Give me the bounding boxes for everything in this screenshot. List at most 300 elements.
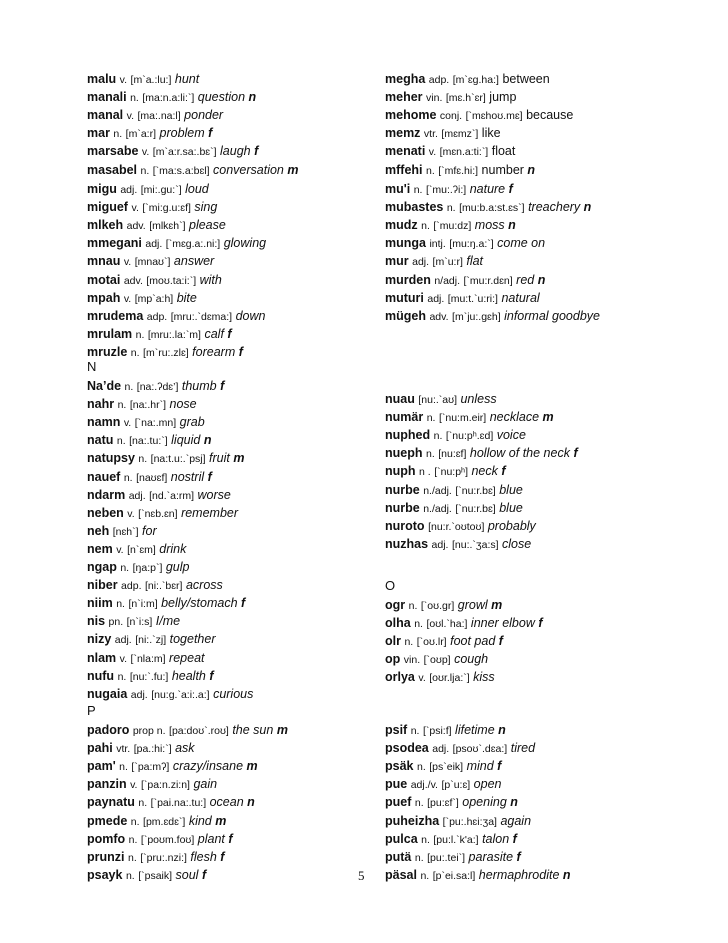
gloss: fruit: [209, 451, 230, 466]
headword: memz: [385, 126, 421, 141]
gloss: growl: [457, 598, 488, 612]
pronunciation: [mɛ.h`ɛr]: [445, 92, 486, 105]
dictionary-entry: [87, 830, 233, 849]
part-of-speech: n/adj.: [434, 274, 461, 287]
dictionary-entry: [87, 612, 180, 631]
dictionary-entry: [87, 142, 258, 161]
headword: mügeh: [385, 308, 426, 323]
pronunciation: [mi:.gu:`]: [140, 184, 182, 196]
headword: pue: [385, 777, 408, 792]
gloss: remember: [181, 505, 239, 520]
headword: nueph: [385, 446, 423, 461]
part-of-speech: n.: [117, 399, 127, 412]
gloss: come on: [497, 236, 546, 251]
gloss: conversation: [213, 162, 284, 177]
headword: putä: [385, 849, 412, 864]
pronunciation: [`pu:.hɛi:ʒa]: [442, 815, 497, 828]
gloss: down: [235, 308, 266, 323]
dictionary-entry: [385, 161, 535, 180]
headword: murden: [385, 272, 431, 287]
pronunciation: [mɛn.a:ti:`]: [439, 146, 489, 159]
headword: meher: [385, 90, 423, 105]
dictionary-entry: [87, 468, 212, 487]
gloss: thumb: [181, 379, 217, 393]
headword: malu: [87, 72, 117, 86]
gender-marker: f: [501, 464, 506, 479]
part-of-speech: v.: [119, 652, 128, 665]
headword: mrudema: [87, 308, 144, 323]
pronunciation: [m`ju:.gɛh]: [452, 310, 501, 323]
headword: ogr: [385, 598, 406, 612]
headword: pmede: [87, 813, 128, 828]
gender-marker: m: [287, 162, 299, 177]
pronunciation: [`mu:dz]: [433, 220, 472, 233]
gloss: necklace: [489, 410, 540, 425]
part-of-speech: n.: [130, 346, 140, 359]
part-of-speech: n.: [425, 448, 435, 461]
gloss: soul: [175, 867, 199, 882]
section-letter: P: [87, 703, 96, 718]
part-of-speech: n.: [130, 92, 139, 105]
part-of-speech: n.: [414, 851, 424, 864]
dictionary-entry: [87, 70, 199, 89]
part-of-speech: adj.: [128, 489, 146, 502]
dictionary-entry: [87, 395, 197, 414]
headword: nurbe: [385, 482, 420, 497]
headword: menati: [385, 144, 426, 159]
dictionary-entry: [385, 848, 521, 867]
part-of-speech: n.: [425, 164, 435, 177]
gloss: repeat: [169, 650, 205, 665]
gloss: close: [502, 536, 532, 551]
part-of-speech: adv.: [123, 274, 143, 287]
part-of-speech: n.: [404, 636, 414, 649]
dictionary-entry: [87, 271, 222, 290]
dictionary-entry: [87, 343, 243, 362]
dictionary-entry: [87, 721, 288, 740]
headword: puheizha: [385, 813, 440, 828]
gender-marker: f: [254, 144, 259, 159]
dictionary-entry: [87, 449, 244, 468]
part-of-speech: n.: [421, 220, 430, 233]
dictionary-entry: [385, 793, 518, 812]
gender-marker: m: [542, 410, 554, 425]
gender-marker: f: [207, 469, 212, 484]
gender-marker: f: [208, 126, 213, 141]
pronunciation: [ma:n.a:li:`]: [142, 92, 195, 105]
part-of-speech: n.: [410, 725, 420, 737]
gender-marker: n: [537, 272, 546, 287]
pronunciation: [pu:.tei`]: [427, 851, 466, 864]
gender-marker: f: [508, 182, 513, 196]
pronunciation: [`poʊm.foʊ]: [140, 833, 195, 846]
headword: pulca: [385, 831, 418, 846]
gender-marker: m: [233, 451, 245, 466]
headword: paynatu: [87, 795, 135, 810]
part-of-speech: n .: [419, 466, 431, 479]
part-of-speech: adp.: [428, 74, 450, 86]
gloss: number: [481, 162, 524, 177]
part-of-speech: n.: [117, 670, 127, 683]
pronunciation: [`oʊ.gr]: [420, 600, 455, 612]
dictionary-entry: [87, 124, 212, 143]
pronunciation: [`psaik]: [138, 869, 173, 882]
pronunciation: [m`u:r]: [432, 256, 463, 269]
pronunciation: [ma:.na:l]: [137, 110, 181, 123]
headword: masabel: [87, 162, 138, 177]
dictionary-entry: [385, 252, 483, 271]
headword: numär: [385, 410, 424, 425]
gloss: treachery: [528, 200, 581, 215]
dictionary-entry: [87, 576, 223, 595]
part-of-speech: v.: [123, 256, 132, 269]
dictionary-entry: [87, 757, 258, 776]
part-of-speech: adj.: [120, 184, 138, 196]
gloss: plant: [197, 831, 225, 846]
headword: mar: [87, 126, 110, 141]
dictionary-entry: [385, 721, 506, 740]
headword: nlam: [87, 650, 117, 665]
gloss: together: [169, 632, 216, 647]
gloss: curious: [213, 686, 254, 701]
gloss: open: [473, 777, 502, 792]
pronunciation: [`mu:r.dɛn]: [463, 274, 513, 287]
gloss: gain: [193, 777, 218, 792]
part-of-speech: n.: [413, 184, 423, 196]
gloss: crazy/insane: [172, 759, 244, 774]
part-of-speech: n.: [127, 851, 137, 864]
gloss: worse: [197, 487, 231, 502]
pronunciation: [oʊl.`ha:]: [426, 618, 468, 631]
dictionary-entry: [385, 216, 516, 235]
pronunciation: [`mfɛ.hi:]: [438, 164, 479, 177]
headword: nem: [87, 541, 113, 556]
headword: mu'i: [385, 182, 411, 196]
pronunciation: [`nɛb.ɛn]: [138, 507, 178, 520]
gloss: hunt: [174, 72, 200, 86]
dictionary-entry: [385, 180, 513, 199]
dictionary-entry: [87, 630, 216, 649]
headword: olr: [385, 634, 401, 649]
part-of-speech: n.: [138, 453, 148, 466]
pronunciation: [mp`a:h]: [134, 292, 174, 305]
gloss: laugh: [220, 144, 251, 159]
part-of-speech: conj.: [439, 110, 463, 123]
gloss: health: [171, 668, 206, 683]
pronunciation: [`nu:r.bɛ]: [455, 502, 496, 515]
gloss: ponder: [184, 108, 224, 123]
gender-marker: f: [227, 326, 232, 341]
headword: orlya: [385, 670, 415, 685]
gender-marker: m: [491, 598, 503, 612]
dictionary-entry: [385, 830, 517, 849]
gender-marker: f: [201, 867, 207, 882]
pronunciation: [nu:`.fu:]: [129, 670, 169, 683]
gender-marker: f: [238, 344, 243, 359]
part-of-speech: adj.: [427, 292, 445, 305]
pronunciation: [`oʊp]: [423, 654, 451, 667]
gender-marker: n: [562, 867, 571, 882]
headword: mruzle: [87, 344, 128, 359]
part-of-speech: n.: [135, 328, 145, 341]
pronunciation: [nu:ɛf]: [438, 448, 467, 461]
gender-marker: n: [247, 795, 255, 810]
gender-marker: f: [241, 596, 246, 611]
headword: op: [385, 652, 401, 667]
gender-marker: m: [246, 759, 258, 774]
dictionary-entry: [385, 106, 573, 125]
dictionary-entry: [385, 307, 600, 326]
gender-marker: n: [498, 723, 506, 737]
headword: päsal: [385, 867, 417, 882]
gloss: informal goodbye: [504, 308, 600, 323]
gender-marker: f: [220, 379, 225, 393]
gloss: mind: [466, 759, 494, 774]
gloss: please: [189, 218, 226, 233]
part-of-speech: n.: [446, 202, 456, 215]
part-of-speech: v.: [127, 507, 135, 520]
dictionary-entry: [87, 289, 197, 308]
headword: nufu: [87, 668, 115, 683]
part-of-speech: n.: [113, 128, 123, 141]
part-of-speech: n.: [123, 471, 133, 484]
headword: niber: [87, 578, 118, 593]
dictionary-entry: [87, 866, 206, 885]
part-of-speech: n.: [120, 562, 130, 574]
headword: nauef: [87, 469, 121, 484]
gloss: flesh: [190, 849, 217, 864]
pronunciation: [`pa:n.zi:n]: [140, 779, 190, 792]
gloss: ocean: [209, 795, 244, 810]
part-of-speech: prop n.: [132, 725, 166, 737]
pronunciation: [ps`eik]: [429, 761, 464, 774]
part-of-speech: v.: [141, 146, 150, 159]
gloss: again: [500, 813, 532, 828]
pronunciation: [pm.ɛdɛ`]: [143, 815, 186, 828]
gloss: across: [185, 578, 223, 593]
pronunciation: [n`ɛm]: [127, 543, 156, 556]
pronunciation: [mu:ŋ.a:`]: [449, 238, 494, 251]
gloss: nature: [469, 182, 506, 196]
headword: mrulam: [87, 326, 133, 341]
gloss: with: [199, 272, 222, 287]
pronunciation: [`nu:r.bɛ]: [455, 484, 496, 497]
part-of-speech: v.: [119, 74, 128, 86]
gender-marker: f: [220, 849, 225, 864]
gender-marker: f: [538, 616, 543, 631]
dictionary-entry: [385, 124, 501, 143]
gloss: jump: [489, 90, 517, 105]
headword: psayk: [87, 867, 123, 882]
gloss: glowing: [223, 236, 267, 251]
part-of-speech: v.: [123, 292, 132, 305]
gloss: kiss: [473, 670, 495, 685]
pronunciation: [m`a.:lu:]: [130, 74, 172, 86]
pronunciation: [pa.:hi:`]: [133, 743, 172, 756]
gloss: gulp: [165, 560, 190, 574]
pronunciation: [na:.tu:`]: [129, 435, 168, 448]
gloss: kind: [188, 813, 212, 828]
gloss: nostril: [170, 469, 205, 484]
headword: pam': [87, 759, 116, 774]
dictionary-entry: [87, 558, 190, 577]
dictionary-entry: [87, 522, 157, 541]
gloss: foot pad: [450, 634, 496, 649]
part-of-speech: adj.: [114, 634, 132, 647]
headword: megha: [385, 72, 426, 86]
part-of-speech: adp.: [121, 580, 142, 593]
gender-marker: n: [583, 200, 592, 215]
headword: nuphed: [385, 428, 431, 443]
part-of-speech: v.: [131, 202, 139, 215]
gloss: I/me: [155, 614, 181, 629]
dictionary-entry: [385, 596, 502, 615]
gender-marker: n: [510, 795, 518, 810]
gender-marker: m: [215, 813, 227, 828]
gloss: flat: [466, 254, 484, 269]
gloss: answer: [173, 254, 215, 269]
headword: mffehi: [385, 162, 423, 177]
dictionary-entry: [385, 614, 543, 633]
gender-marker: n: [248, 90, 257, 105]
gloss: belly/stomach: [161, 596, 238, 611]
gloss: between: [502, 72, 550, 86]
gloss: lifetime: [455, 723, 495, 737]
dictionary-entry: [87, 106, 223, 125]
dictionary-entry: [385, 775, 501, 794]
headword: marsabe: [87, 144, 139, 159]
gloss: float: [491, 144, 516, 159]
pronunciation: [m`ru:.zlɛ]: [143, 346, 189, 359]
headword: nuzhas: [385, 536, 429, 551]
gloss: hollow of the neck: [469, 446, 570, 461]
dictionary-entry: [87, 775, 217, 794]
part-of-speech: n.: [125, 869, 135, 882]
headword: padoro: [87, 723, 130, 737]
pronunciation: [n`i:s]: [126, 616, 153, 629]
dictionary-entry: [385, 462, 506, 481]
pronunciation: [`na:.mn]: [134, 417, 177, 430]
part-of-speech: n.: [414, 797, 424, 810]
headword: olha: [385, 616, 411, 631]
pronunciation: [pu:l.`k'a:]: [433, 833, 479, 846]
dictionary-entry: [385, 198, 591, 217]
dictionary-entry: [385, 289, 540, 308]
dictionary-entry: [87, 234, 266, 253]
dictionary-entry: [87, 812, 226, 831]
headword: mehome: [385, 108, 437, 123]
gender-marker: f: [516, 849, 521, 864]
pronunciation: [pa:doʊ`.roʊ]: [169, 725, 229, 737]
dictionary-entry: [385, 535, 531, 554]
pronunciation: [na:.ʔdɛ’]: [136, 381, 179, 393]
pronunciation: [oʊr.lja:`]: [429, 672, 470, 685]
part-of-speech: adj.: [145, 238, 163, 251]
headword: manali: [87, 90, 127, 105]
pronunciation: [na:.hr`]: [129, 399, 167, 412]
dictionary-entry: [385, 444, 578, 463]
gloss: moss: [474, 218, 505, 233]
dictionary-entry: [87, 739, 195, 758]
headword: psodea: [385, 741, 429, 756]
part-of-speech: vtr.: [423, 128, 438, 141]
pronunciation: [mru:.la:`m]: [147, 328, 201, 341]
part-of-speech: n.: [408, 600, 418, 612]
dictionary-entry: [385, 142, 515, 161]
pronunciation: [nu:.`ʒa:s]: [451, 538, 499, 551]
dictionary-entry: [87, 540, 186, 559]
pronunciation: [nu:r.`oʊtoʊ]: [428, 520, 485, 533]
part-of-speech: v.: [116, 543, 124, 556]
pronunciation: [`pru:.nzi:]: [140, 851, 187, 864]
headword: pahi: [87, 741, 113, 756]
gender-marker: f: [498, 634, 503, 649]
part-of-speech: v.: [418, 672, 426, 685]
gender-marker: f: [573, 446, 578, 461]
gloss: sing: [194, 200, 218, 215]
pronunciation: [`mɛg.a:.ni:]: [165, 238, 221, 251]
gloss: opening: [462, 795, 507, 810]
gloss: for: [142, 523, 157, 538]
dictionary-entry: [385, 234, 545, 253]
dictionary-entry: [385, 408, 554, 427]
gloss: voice: [496, 428, 526, 443]
headword: nuau: [385, 392, 415, 406]
gloss: neck: [471, 464, 498, 479]
gender-marker: f: [228, 831, 233, 846]
dictionary-entry: [87, 216, 226, 235]
headword: pomfo: [87, 831, 126, 846]
section-letter: N: [87, 359, 97, 374]
pronunciation: [`pai.na:.tu:]: [150, 797, 207, 810]
gender-marker: m: [276, 723, 288, 737]
gloss: the sun: [232, 723, 274, 737]
page-number: 5: [358, 868, 365, 883]
gloss: like: [481, 126, 501, 141]
gloss: hermaphrodite: [478, 867, 560, 882]
part-of-speech: vtr.: [116, 743, 131, 756]
gloss: grab: [179, 415, 205, 430]
headword: mur: [385, 254, 409, 269]
gloss: parasite: [468, 849, 514, 864]
gender-marker: f: [497, 759, 502, 774]
pronunciation: [`pa:mʔ]: [131, 761, 170, 774]
headword: namn: [87, 415, 121, 430]
pronunciation: [p`ei.sa:l]: [432, 869, 476, 882]
gloss: calf: [204, 326, 224, 341]
part-of-speech: n.: [433, 430, 443, 443]
part-of-speech: n.: [421, 833, 430, 846]
part-of-speech: n.: [116, 435, 126, 448]
pronunciation: [pu:ɛf`]: [427, 797, 459, 810]
headword: nis: [87, 614, 106, 629]
dictionary-entry: [385, 517, 536, 536]
headword: mlkeh: [87, 218, 124, 233]
headword: mudz: [385, 218, 418, 233]
part-of-speech: n./adj.: [423, 502, 452, 515]
gloss: talon: [482, 831, 510, 846]
gender-marker: n: [203, 433, 212, 448]
dictionary-entry: [87, 486, 231, 505]
headword: mubastes: [385, 200, 444, 215]
gloss: unless: [460, 392, 497, 406]
headword: ngap: [87, 560, 117, 574]
dictionary-entry: [385, 739, 535, 758]
dictionary-entry: [87, 180, 209, 199]
gloss: tired: [510, 741, 536, 756]
dictionary-entry: [87, 685, 253, 704]
part-of-speech: n./adj.: [423, 484, 452, 497]
